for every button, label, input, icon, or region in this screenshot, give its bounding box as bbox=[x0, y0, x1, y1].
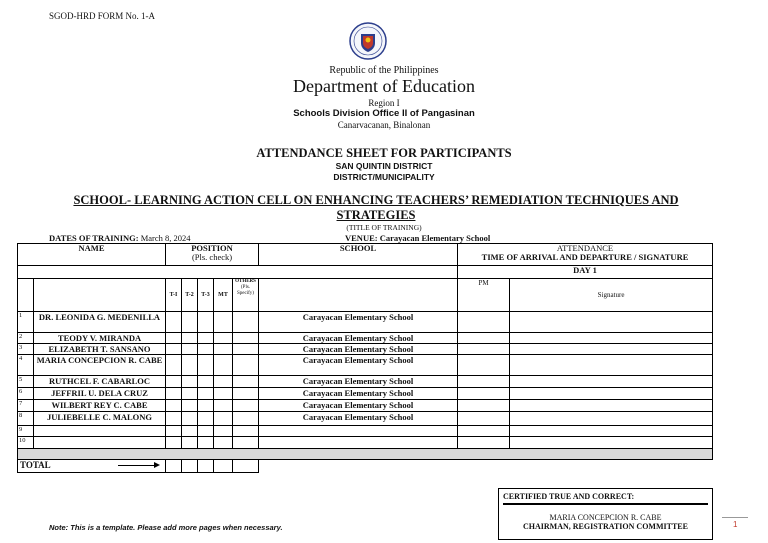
check-cell[interactable] bbox=[198, 312, 214, 333]
check-cell[interactable] bbox=[166, 312, 182, 333]
certification-divider bbox=[503, 503, 708, 505]
row-number: 10 bbox=[18, 437, 34, 449]
table-row bbox=[18, 376, 713, 388]
page-number: 1 bbox=[733, 520, 738, 529]
attendance-table bbox=[17, 243, 713, 473]
certification-box bbox=[498, 488, 713, 540]
row-number: 1 bbox=[18, 312, 34, 333]
check-cell[interactable] bbox=[166, 388, 182, 400]
table-row bbox=[18, 437, 713, 449]
pm-cell[interactable] bbox=[458, 376, 510, 388]
participant-school: Carayacan Elementary School bbox=[259, 388, 458, 400]
region-label: Region I bbox=[368, 98, 400, 108]
check-cell[interactable] bbox=[182, 376, 198, 388]
check-cell[interactable] bbox=[198, 412, 214, 426]
table-row bbox=[18, 312, 713, 333]
check-cell[interactable] bbox=[198, 333, 214, 344]
check-cell[interactable] bbox=[233, 355, 259, 376]
participant-name: TEODY V. MIRANDA bbox=[34, 333, 166, 344]
check-cell[interactable] bbox=[166, 400, 182, 412]
check-cell[interactable] bbox=[182, 388, 198, 400]
district-caption: DISTRICT/MUNICIPALITY bbox=[333, 172, 435, 182]
participant-name[interactable] bbox=[34, 426, 166, 437]
table-row bbox=[18, 355, 713, 376]
participant-name: ELIZABETH T. SANSANO bbox=[34, 344, 166, 355]
position-t1-header: T-I bbox=[166, 279, 182, 312]
others-label: OTHERS bbox=[235, 279, 256, 284]
pm-cell[interactable] bbox=[458, 437, 510, 449]
pm-header: PM bbox=[458, 279, 510, 312]
check-cell[interactable] bbox=[166, 437, 182, 449]
table-row bbox=[18, 412, 713, 426]
position-t3-header: T-3 bbox=[198, 279, 214, 312]
check-cell[interactable] bbox=[214, 376, 233, 388]
position-mt-header: MT bbox=[214, 279, 233, 312]
header-blank-name bbox=[34, 279, 166, 312]
check-cell[interactable] bbox=[166, 376, 182, 388]
training-venue: VENUE: Carayacan Elementary School bbox=[345, 233, 491, 243]
check-cell[interactable] bbox=[166, 333, 182, 344]
shaded-cell bbox=[18, 449, 713, 460]
page-number-rule bbox=[722, 517, 748, 518]
name-header-label: NAME bbox=[78, 243, 105, 253]
training-dates bbox=[49, 233, 191, 243]
participant-school[interactable] bbox=[259, 426, 458, 437]
participant-name: RUTHCEL F. CABARLOC bbox=[34, 376, 166, 388]
signature-cell[interactable] bbox=[510, 333, 713, 344]
check-cell[interactable] bbox=[182, 344, 198, 355]
check-cell[interactable] bbox=[166, 412, 182, 426]
attendance-header-label: ATTENDANCE bbox=[556, 243, 614, 253]
dates-label: DATES OF TRAINING: bbox=[49, 233, 139, 243]
division-name: Schools Division Office II of Pangasinan bbox=[293, 108, 475, 119]
shaded-separator-row bbox=[18, 449, 713, 460]
total-cell[interactable] bbox=[182, 460, 198, 473]
check-cell[interactable] bbox=[233, 312, 259, 333]
header-blank-num bbox=[18, 279, 34, 312]
participant-school: Carayacan Elementary School bbox=[259, 376, 458, 388]
signature-cell[interactable] bbox=[510, 344, 713, 355]
participant-school: Carayacan Elementary School bbox=[259, 355, 458, 376]
participant-school: Carayacan Elementary School bbox=[259, 344, 458, 355]
participant-school: Carayacan Elementary School bbox=[259, 312, 458, 333]
check-cell[interactable] bbox=[214, 412, 233, 426]
participant-name: MARIA CONCEPCION R. CABE bbox=[34, 355, 166, 376]
day-header: DAY 1 bbox=[458, 266, 713, 279]
total-cell[interactable] bbox=[198, 460, 214, 473]
others-sub: (Pls. Specify) bbox=[237, 285, 254, 296]
participant-name: JULIEBELLE C. MALONG bbox=[34, 412, 166, 426]
check-cell[interactable] bbox=[214, 312, 233, 333]
position-column-header bbox=[166, 244, 259, 266]
total-label: TOTAL bbox=[20, 460, 51, 470]
check-cell[interactable] bbox=[166, 344, 182, 355]
check-cell[interactable] bbox=[214, 388, 233, 400]
check-cell[interactable] bbox=[198, 426, 214, 437]
check-cell[interactable] bbox=[182, 412, 198, 426]
total-row bbox=[18, 460, 713, 473]
pm-cell[interactable] bbox=[458, 312, 510, 333]
signature-cell[interactable] bbox=[510, 312, 713, 333]
deped-seal-logo bbox=[349, 22, 387, 60]
check-cell[interactable] bbox=[233, 400, 259, 412]
participant-name: JEFFRIL U. DELA CRUZ bbox=[34, 388, 166, 400]
form-number: SGOD-HRD FORM No. 1-A bbox=[49, 11, 156, 21]
check-cell[interactable] bbox=[233, 388, 259, 400]
district-name: SAN QUINTIN DISTRICT bbox=[335, 161, 433, 171]
check-cell[interactable] bbox=[214, 333, 233, 344]
check-cell[interactable] bbox=[233, 412, 259, 426]
position-header-sub: (Pls. check) bbox=[191, 252, 233, 262]
signature-cell[interactable] bbox=[510, 426, 713, 437]
training-title: SCHOOL- LEARNING ACTION CELL ON ENHANCING TEACHERS’ REMEDIATION TECHNIQUES AND STRATEGIES bbox=[73, 193, 679, 222]
row-number: 6 bbox=[18, 388, 34, 400]
check-cell[interactable] bbox=[233, 437, 259, 449]
check-cell[interactable] bbox=[214, 400, 233, 412]
attendance-header-sub: TIME OF ARRIVAL AND DEPARTURE / SIGNATURE bbox=[481, 252, 689, 262]
table-row bbox=[18, 333, 713, 344]
check-cell[interactable] bbox=[198, 344, 214, 355]
certifier-role: CHAIRMAN, REGISTRATION COMMITTEE bbox=[523, 522, 688, 531]
check-cell[interactable] bbox=[182, 426, 198, 437]
check-cell[interactable] bbox=[214, 355, 233, 376]
check-cell[interactable] bbox=[214, 344, 233, 355]
row-number: 2 bbox=[18, 333, 34, 344]
row-number: 5 bbox=[18, 376, 34, 388]
participant-name[interactable] bbox=[34, 437, 166, 449]
attendance-column-header bbox=[458, 244, 713, 266]
row-number: 9 bbox=[18, 426, 34, 437]
republic-label: Republic of the Philippines bbox=[329, 65, 439, 76]
participant-name: DR. LEONIDA G. MEDENILLA bbox=[34, 312, 166, 333]
row-number: 3 bbox=[18, 344, 34, 355]
arrow-right-icon bbox=[154, 462, 160, 468]
signature-cell[interactable] bbox=[510, 376, 713, 388]
pm-cell[interactable] bbox=[458, 388, 510, 400]
participant-school: Carayacan Elementary School bbox=[259, 400, 458, 412]
pm-cell[interactable] bbox=[458, 426, 510, 437]
template-note: Note: This is a template. Please add more pages when necessary. bbox=[49, 523, 283, 532]
total-cell[interactable] bbox=[166, 460, 182, 473]
check-cell[interactable] bbox=[214, 437, 233, 449]
participant-school: Carayacan Elementary School bbox=[259, 333, 458, 344]
certification-title: CERTIFIED TRUE AND CORRECT: bbox=[503, 492, 635, 501]
pm-cell[interactable] bbox=[458, 400, 510, 412]
sheet-title: ATTENDANCE SHEET FOR PARTICIPANTS bbox=[256, 146, 512, 160]
pm-cell[interactable] bbox=[458, 333, 510, 344]
check-cell[interactable] bbox=[182, 437, 198, 449]
check-cell[interactable] bbox=[233, 376, 259, 388]
school-header-label: SCHOOL bbox=[339, 243, 377, 253]
dates-value: March 8, 2024 bbox=[138, 233, 191, 243]
signature-cell[interactable] bbox=[510, 437, 713, 449]
participant-school: Carayacan Elementary School bbox=[259, 412, 458, 426]
row-number: 7 bbox=[18, 400, 34, 412]
division-address: Canarvacanan, Binalonan bbox=[337, 120, 431, 130]
row-number: 8 bbox=[18, 412, 34, 426]
check-cell[interactable] bbox=[182, 333, 198, 344]
signature-cell[interactable] bbox=[510, 355, 713, 376]
check-cell[interactable] bbox=[182, 355, 198, 376]
row-number: 4 bbox=[18, 355, 34, 376]
total-cell[interactable] bbox=[214, 460, 233, 473]
total-blank bbox=[259, 460, 713, 473]
department-name: Department of Education bbox=[293, 76, 475, 96]
table-row bbox=[18, 388, 713, 400]
school-column-header bbox=[259, 244, 458, 266]
total-cell[interactable] bbox=[233, 460, 259, 473]
check-cell[interactable] bbox=[233, 344, 259, 355]
table-row bbox=[18, 344, 713, 355]
position-t2-header: T-2 bbox=[182, 279, 198, 312]
position-others-header bbox=[233, 279, 259, 312]
check-cell[interactable] bbox=[198, 437, 214, 449]
header-blank-school bbox=[259, 279, 458, 312]
pm-cell[interactable] bbox=[458, 355, 510, 376]
check-cell[interactable] bbox=[182, 312, 198, 333]
certifier-name: MARIA CONCEPCION R. CABE bbox=[549, 513, 662, 522]
check-cell[interactable] bbox=[182, 400, 198, 412]
check-cell[interactable] bbox=[214, 426, 233, 437]
check-cell[interactable] bbox=[233, 333, 259, 344]
check-cell[interactable] bbox=[233, 426, 259, 437]
arrow-line bbox=[118, 465, 158, 466]
check-cell[interactable] bbox=[166, 355, 182, 376]
check-cell[interactable] bbox=[198, 355, 214, 376]
pm-cell[interactable] bbox=[458, 344, 510, 355]
position-header-label: POSITION bbox=[191, 243, 233, 253]
pm-cell[interactable] bbox=[458, 412, 510, 426]
signature-cell[interactable] bbox=[510, 412, 713, 426]
signature-header: Signature bbox=[510, 279, 713, 312]
name-column-header bbox=[18, 244, 166, 266]
participant-name: WILBERT REY C. CABE bbox=[34, 400, 166, 412]
participant-school[interactable] bbox=[259, 437, 458, 449]
training-title-caption: (TITLE OF TRAINING) bbox=[346, 223, 422, 232]
total-label-cell bbox=[18, 460, 166, 473]
table-row bbox=[18, 400, 713, 412]
header-spacer-cell bbox=[18, 266, 458, 279]
signature-cell[interactable] bbox=[510, 388, 713, 400]
check-cell[interactable] bbox=[198, 400, 214, 412]
table-row bbox=[18, 426, 713, 437]
check-cell[interactable] bbox=[198, 376, 214, 388]
check-cell[interactable] bbox=[198, 388, 214, 400]
signature-cell[interactable] bbox=[510, 400, 713, 412]
check-cell[interactable] bbox=[166, 426, 182, 437]
